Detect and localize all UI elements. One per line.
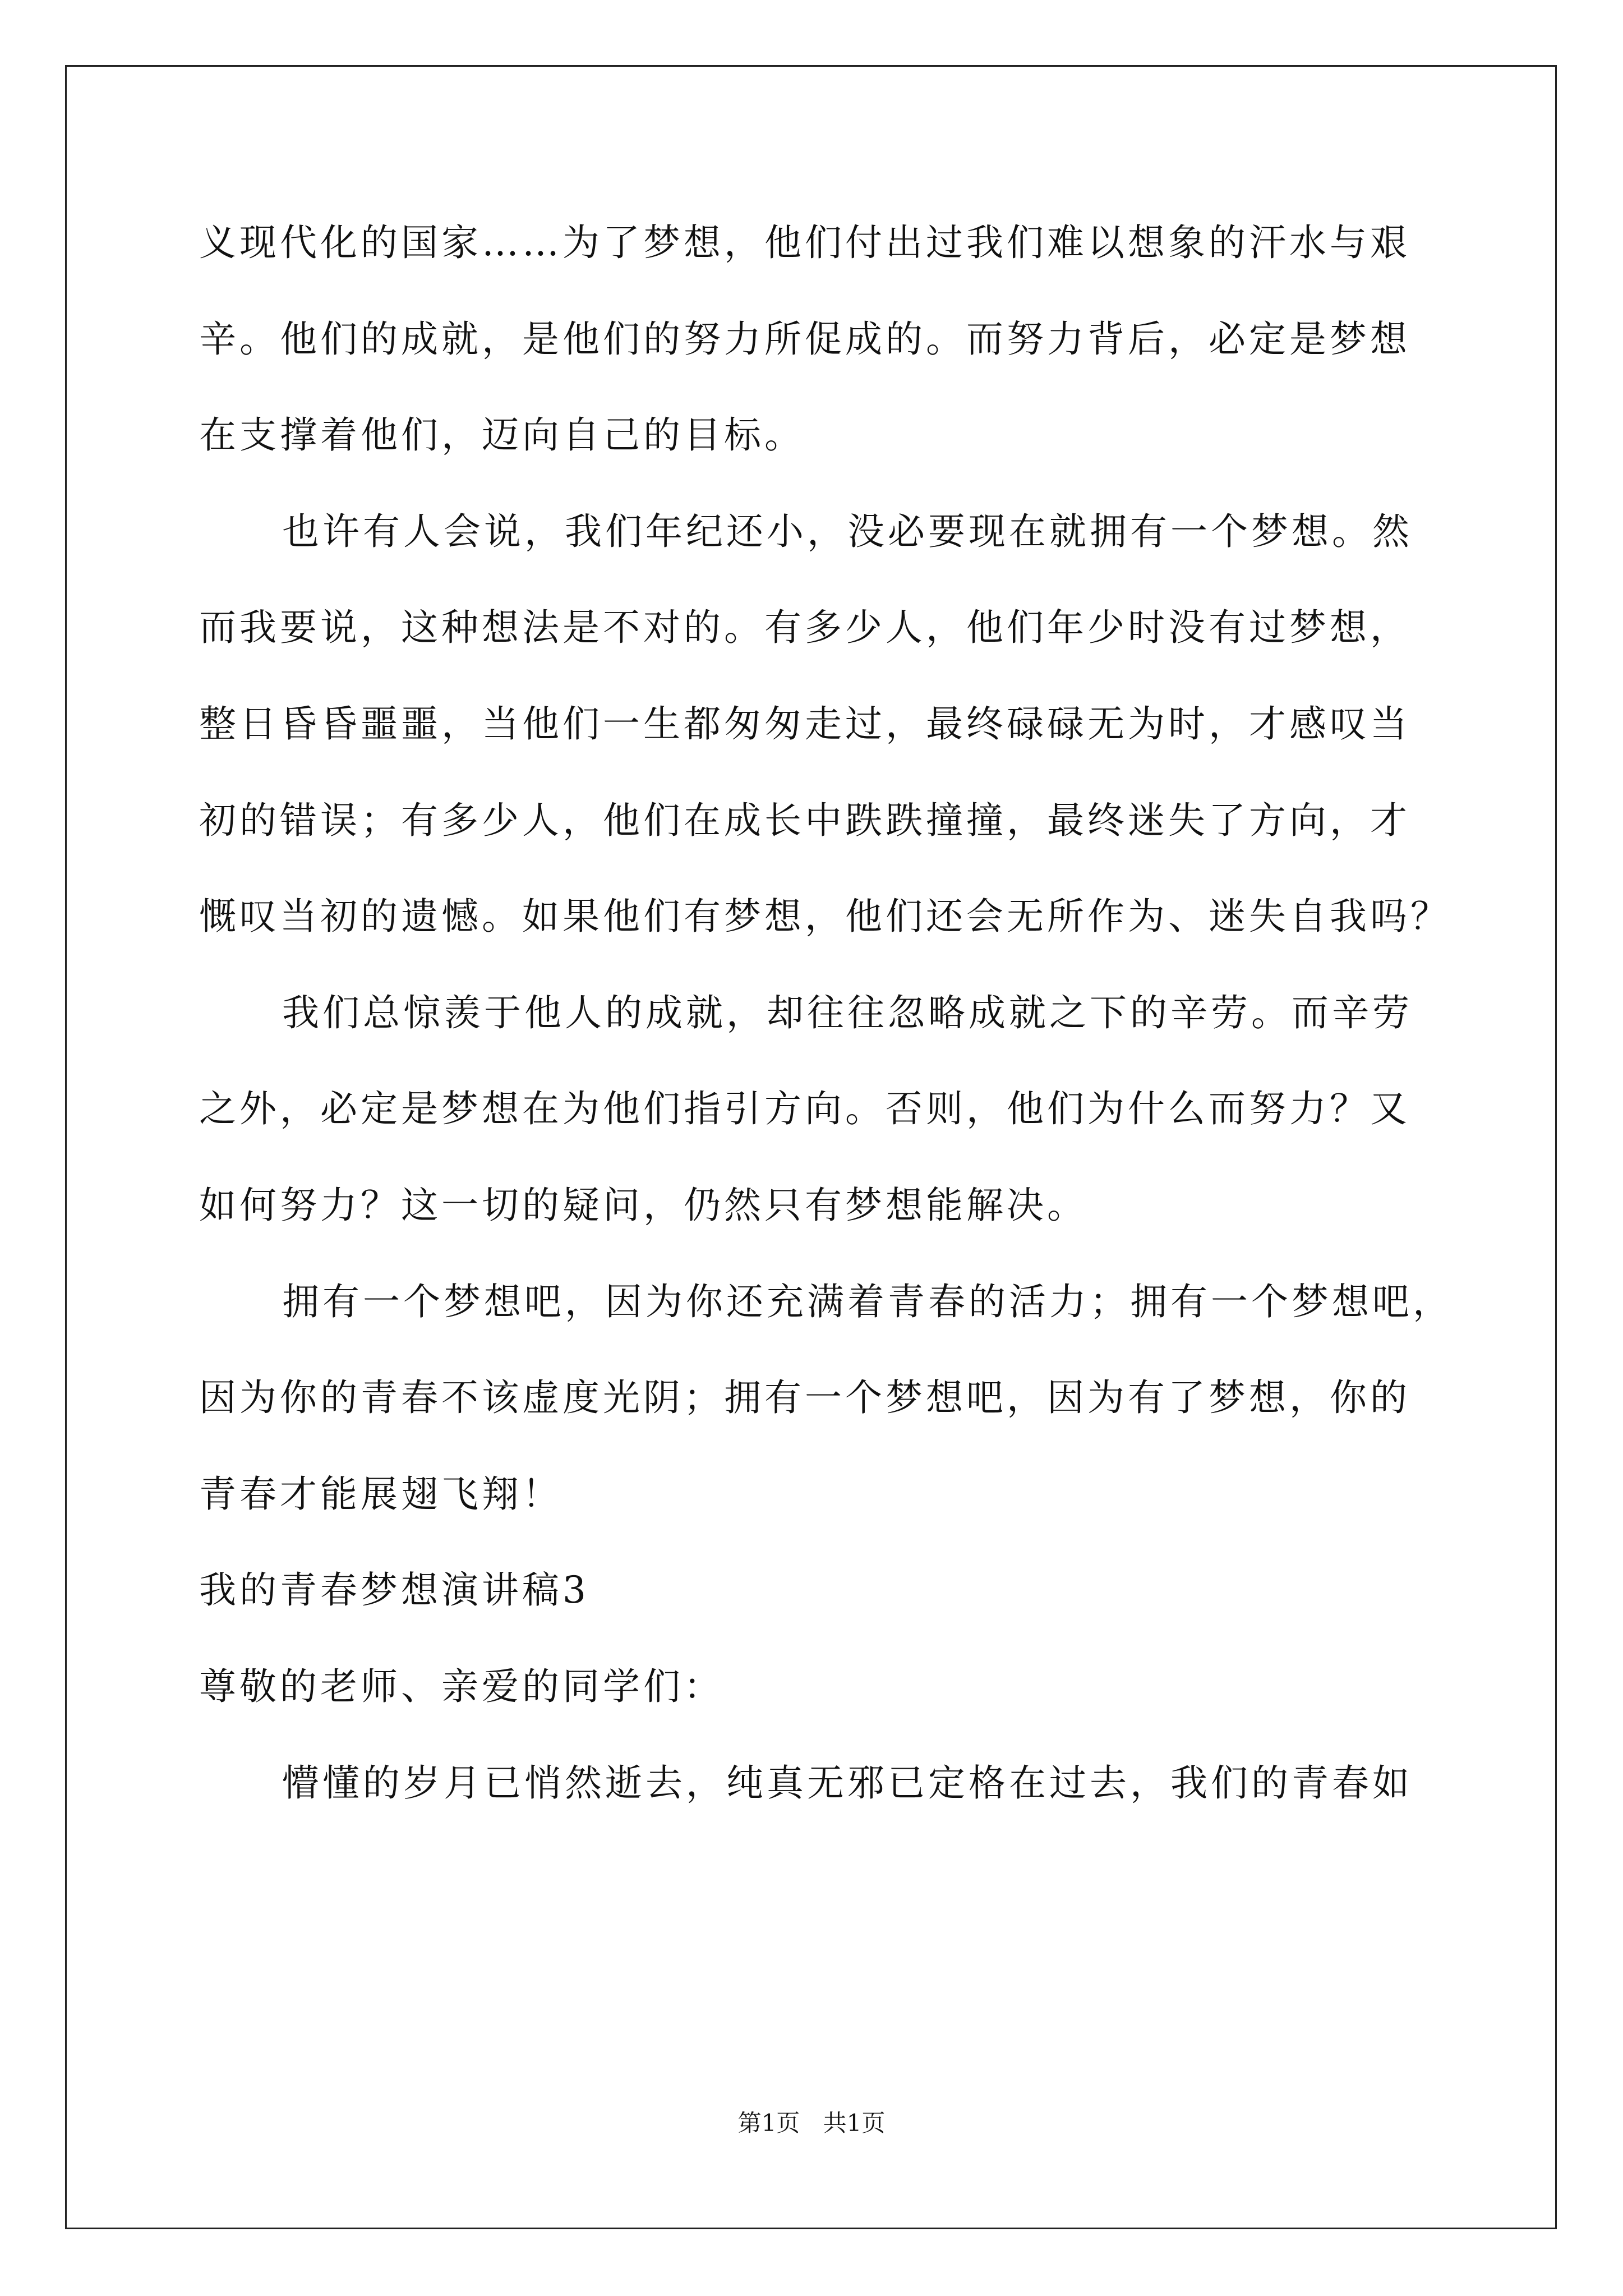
text-line: 义现代化的国家……为了梦想，他们付出过我们难以想象的汗水与艰 — [199, 221, 1410, 264]
text-line: 在支撑着他们，迈向自己的目标。 — [199, 413, 805, 457]
paragraph-start-line: 我们总惊羡于他人的成就，却往往忽略成就之下的辛劳。而辛劳 — [282, 991, 1413, 1034]
paragraph-start-line: 也许有人会说，我们年纪还小，没必要现在就拥有一个梦想。然 — [282, 509, 1413, 553]
section-heading: 我的青春梦想演讲稿3 — [199, 1568, 589, 1612]
text-line: 辛。他们的成就，是他们的努力所促成的。而努力背后，必定是梦想 — [199, 317, 1410, 361]
page-number-total: 共1页 — [823, 2109, 886, 2137]
text-line: 初的错误；有多少人，他们在成长中跌跌撞撞，最终迷失了方向，才 — [199, 798, 1410, 842]
text-line: 而我要说，这种想法是不对的。有多少人，他们年少时没有过梦想， — [199, 606, 1410, 650]
paragraph-start-line: 懵懂的岁月已悄然逝去，纯真无邪已定格在过去，我们的青春如 — [282, 1761, 1413, 1805]
text-line: 如何努力？这一切的疑问，仍然只有梦想能解决。 — [199, 1183, 1087, 1227]
text-line: 因为你的青春不该虚度光阴；拥有一个梦想吧，因为有了梦想，你的 — [199, 1376, 1410, 1420]
paragraph-start-line: 拥有一个梦想吧，因为你还充满着青春的活力；拥有一个梦想吧， — [282, 1280, 1453, 1323]
text-line: 青春才能展翅飞翔！ — [199, 1472, 562, 1516]
page-footer — [0, 2109, 1623, 2137]
text-line: 慨叹当初的遗憾。如果他们有梦想，他们还会无所作为、迷失自我吗？ — [199, 895, 1451, 938]
document-body — [199, 218, 1453, 1854]
text-line: 之外，必定是梦想在为他们指引方向。否则，他们为什么而努力？又 — [199, 1087, 1410, 1131]
page-number-current: 第1页 — [737, 2109, 800, 2137]
salutation: 尊敬的老师、亲爱的同学们： — [199, 1664, 724, 1708]
text-line: 整日昏昏噩噩，当他们一生都匆匆走过，最终碌碌无为时，才感叹当 — [199, 702, 1410, 746]
